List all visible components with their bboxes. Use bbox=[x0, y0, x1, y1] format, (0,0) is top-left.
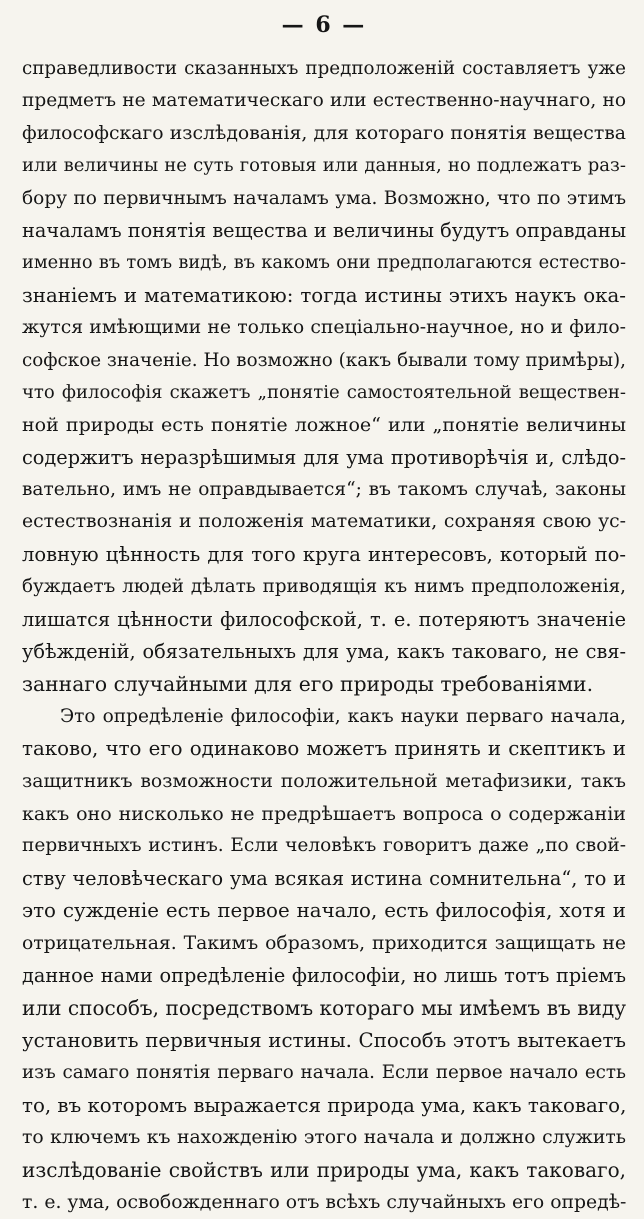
text-line: Это опредѣленіе философіи, какъ науки перваго начала, bbox=[60, 705, 626, 727]
page-number: — 6 — bbox=[281, 12, 367, 38]
text-line: жутся имѣющими не только спеціально-научное, но и фило- bbox=[22, 317, 626, 339]
text-line: лишатся цѣнности философской, т. е. потеряютъ значеніе bbox=[22, 607, 626, 631]
text-line: или способъ, посредствомъ котораго мы имѣемъ въ виду bbox=[22, 996, 626, 1021]
text-line: т. е. ума, освобожденнаго отъ всѣхъ случайныхъ его опредѣ- bbox=[22, 1191, 626, 1213]
text-line: то, въ которомъ выражается природа ума, какъ таковаго, bbox=[22, 1093, 626, 1117]
paragraph-2 bbox=[22, 701, 626, 1219]
text-line: естествознанія и положенія математики, сохраняя свою ус- bbox=[22, 511, 626, 533]
text-line: изъ самаго понятія перваго начала. Если первое начало есть bbox=[22, 1062, 626, 1084]
text-line: знаніемъ и математикою: тогда истины этихъ наукъ ока- bbox=[22, 283, 626, 307]
text-line: буждаетъ людей дѣлать приводящія къ нимъ предположенія, bbox=[22, 576, 626, 598]
paragraph-1 bbox=[22, 53, 626, 701]
text-line: вательно, имъ не оправдывается“; въ такомъ случаѣ, законы bbox=[22, 479, 626, 501]
text-line: первичныхъ истинъ. Если человѣкъ говоритъ даже „по свой- bbox=[22, 835, 626, 857]
text-line: заннаго случайными для его природы требованіями. bbox=[22, 672, 594, 697]
text-line: началамъ понятія вещества и величины будутъ оправданы bbox=[22, 218, 626, 242]
text-line: или величины не суть готовыя или данныя, но подлежатъ раз- bbox=[22, 155, 626, 177]
text-line: бору по первичнымъ началамъ ума. Возможно, что по этимъ bbox=[22, 187, 626, 209]
text-line: софское значеніе. Но возможно (какъ бывали тому примѣры), bbox=[22, 349, 626, 371]
text-line: таково, что его одинаково можетъ принять и скептикъ и bbox=[22, 737, 626, 761]
text-line: какъ оно нисколько не предрѣшаетъ вопроса о содержаніи bbox=[22, 802, 626, 825]
text-line: содержитъ неразрѣшимыя для ума противорѣчія и, слѣдо- bbox=[22, 445, 626, 469]
text-line: именно въ томъ видѣ, въ какомъ они предполагаются естество- bbox=[22, 252, 626, 274]
text-line: отрицательная. Такимъ образомъ, приходится защищать не bbox=[22, 932, 626, 954]
text-line: ству человѣческаго ума всякая истина сомнительна“, то и bbox=[22, 866, 626, 890]
text-line: ной природы есть понятіе ложное“ или „понятіе величины bbox=[22, 414, 626, 437]
text-line: что философія скажетъ „понятіе самостоятельной веществен- bbox=[22, 381, 626, 403]
text-line: справедливости сказанныхъ предположеній составляетъ уже bbox=[22, 58, 626, 79]
text-line: это сужденіе есть первое начало, есть философія, хотя и bbox=[22, 899, 626, 923]
text-line: данное нами опредѣленіе философіи, но лишь тотъ пріемъ bbox=[22, 963, 626, 987]
text-line: ловную цѣнность для того круга интересовъ, который по- bbox=[22, 542, 626, 566]
text-line: то ключемъ къ нахожденію этого начала и должно служить bbox=[22, 1126, 626, 1148]
text-line: предметъ не математическаго или естественно-научнаго, но bbox=[22, 90, 626, 112]
text-line: изслѣдованіе свойствъ или природы ума, какъ таковаго, bbox=[22, 1158, 626, 1183]
text-line: убѣжденій, обязательныхъ для ума, какъ таковаго, не свя- bbox=[22, 640, 626, 664]
text-line: установить первичныя истины. Способъ этотъ вытекаетъ bbox=[22, 1028, 626, 1052]
text-line: защитникъ возможности положительной метафизики, такъ bbox=[22, 770, 626, 792]
text-line: философскаго изслѣдованія, для котораго понятія вещества bbox=[22, 122, 626, 144]
